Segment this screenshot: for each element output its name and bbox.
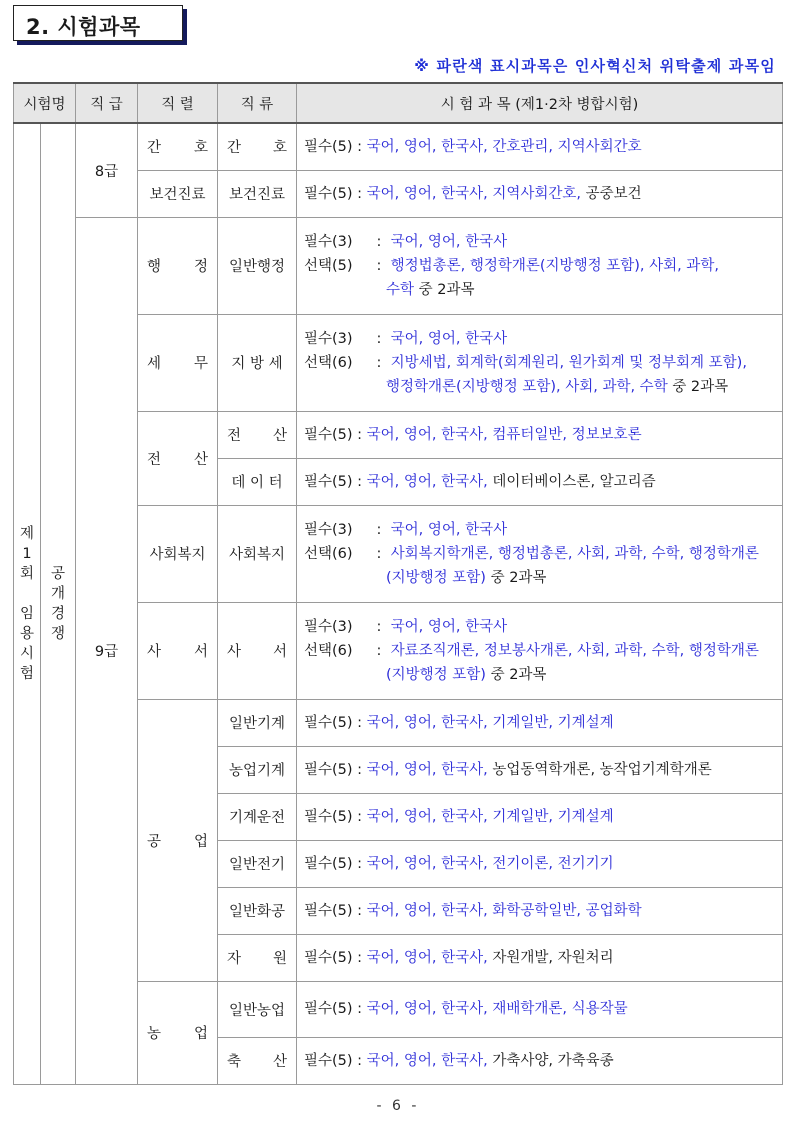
class-library: 사 서 — [218, 602, 297, 699]
class-chem: 일반화공 — [218, 887, 297, 934]
header-series: 직 렬 — [138, 83, 218, 123]
subjects-computing: 필수(5) : 국어, 영어, 한국사, 컴퓨터일반, 정보보호론 — [297, 411, 783, 458]
series-welfare: 사회복지 — [138, 505, 218, 602]
competition-vertical: 공 개 경 쟁 — [50, 565, 65, 642]
header-exam-name: 시험명 — [14, 83, 76, 123]
class-computing: 전 산 — [218, 411, 297, 458]
series-nursing: 간 호 — [138, 123, 218, 170]
table-row — [14, 217, 783, 314]
class-tax: 지 방 세 — [218, 314, 297, 411]
class-admin: 일반행정 — [218, 217, 297, 314]
class-agri: 일반농업 — [218, 981, 297, 1037]
header-grade: 직 급 — [76, 83, 138, 123]
page-title: 2. 시험과목 — [26, 15, 141, 39]
class-mechop: 기계운전 — [218, 793, 297, 840]
series-computing: 전 산 — [138, 411, 218, 505]
class-resource: 자 원 — [218, 934, 297, 981]
series-library: 사 서 — [138, 602, 218, 699]
subjects-resource: 필수(5) : 국어, 영어, 한국사, 자원개발, 자원처리 — [297, 934, 783, 981]
table-row — [14, 123, 783, 170]
series-agriculture: 농 업 — [138, 981, 218, 1084]
header-class: 직 류 — [218, 83, 297, 123]
subjects-chem: 필수(5) : 국어, 영어, 한국사, 화학공학일반, 공업화학 — [297, 887, 783, 934]
subjects-agri: 필수(5) : 국어, 영어, 한국사, 재배학개론, 식용작물 — [297, 981, 783, 1037]
subjects-livestock: 필수(5) : 국어, 영어, 한국사, 가축사양, 가축육종 — [297, 1037, 783, 1084]
class-data: 데 이 터 — [218, 458, 297, 505]
subjects-nursing: 필수(5) : 국어, 영어, 한국사, 간호관리, 지역사회간호 — [297, 123, 783, 170]
blue-subject-note: ※ 파란색 표시과목은 인사혁신처 위탁출제 과목임 — [414, 57, 776, 75]
exam-name-cell — [14, 123, 41, 1084]
table-header-row — [14, 83, 783, 123]
grade-9-cell: 9급 — [76, 217, 138, 1084]
subjects-agrimech: 필수(5) : 국어, 영어, 한국사, 농업동역학개론, 농작업기계학개론 — [297, 746, 783, 793]
competition-type-cell — [41, 123, 76, 1084]
page-number: - 6 - — [376, 1098, 420, 1114]
subjects-mech: 필수(5) : 국어, 영어, 한국사, 기계일반, 기계설계 — [297, 699, 783, 746]
class-agrimech: 농업기계 — [218, 746, 297, 793]
class-health: 보건진료 — [218, 170, 297, 217]
class-welfare: 사회복지 — [218, 505, 297, 602]
exam-name-vertical: 제 1 회 임 용 시 험 — [19, 525, 34, 682]
subjects-elec: 필수(5) : 국어, 영어, 한국사, 전기이론, 전기기기 — [297, 840, 783, 887]
subjects-welfare: 필수(3) : 국어, 영어, 한국사 선택(6) : 사회복지학개론, 행정법총론, 사회, 과학, 수학, 행정학개론 (지방행정 포함) 중 2과목 — [297, 505, 783, 602]
class-mech: 일반기계 — [218, 699, 297, 746]
grade-8-cell: 8급 — [76, 123, 138, 217]
series-admin: 행 정 — [138, 217, 218, 314]
header-subjects: 시 험 과 목 (제1·2차 병합시험) — [297, 83, 783, 123]
subjects-data: 필수(5) : 국어, 영어, 한국사, 데이터베이스론, 알고리즘 — [297, 458, 783, 505]
subjects-tax: 필수(3) : 국어, 영어, 한국사 선택(6) : 지방세법, 회계학(회계원리, 원가회계 및 정부회계 포함), 행정학개론(지방행정 포함), 사회, 과학, 수학 중 2과목 — [297, 314, 783, 411]
class-nursing: 간 호 — [218, 123, 297, 170]
series-industry: 공 업 — [138, 699, 218, 981]
subjects-health: 필수(5) : 국어, 영어, 한국사, 지역사회간호, 공중보건 — [297, 170, 783, 217]
class-elec: 일반전기 — [218, 840, 297, 887]
section-title-box — [13, 5, 183, 41]
class-livestock: 축 산 — [218, 1037, 297, 1084]
exam-subject-table — [13, 82, 783, 1085]
subjects-library: 필수(3) : 국어, 영어, 한국사 선택(6) : 자료조직개론, 정보봉사개론, 사회, 과학, 수학, 행정학개론 (지방행정 포함) 중 2과목 — [297, 602, 783, 699]
subjects-mechop: 필수(5) : 국어, 영어, 한국사, 기계일반, 기계설계 — [297, 793, 783, 840]
series-tax: 세 무 — [138, 314, 218, 411]
subjects-admin: 필수(3) : 국어, 영어, 한국사 선택(5) : 행정법총론, 행정학개론(지방행정 포함), 사회, 과학, 수학 중 2과목 — [297, 217, 783, 314]
series-health: 보건진료 — [138, 170, 218, 217]
